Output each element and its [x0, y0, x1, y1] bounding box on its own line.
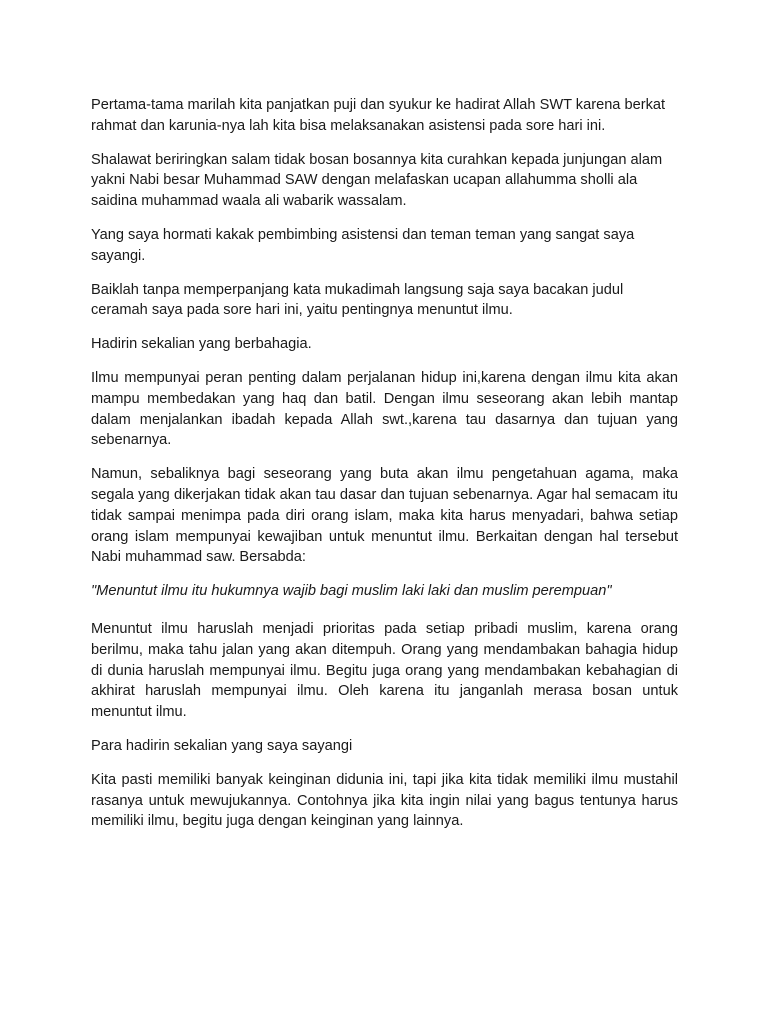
- paragraph-shalawat: Shalawat beriringkan salam tidak bosan bosannya kita curahkan kepada junjungan alam yakni Nabi besar Muhammad SAW dengan melafaskan ucapan allahumma sholli ala saidina muhammad waala ali wabarik wassalam.: [91, 151, 663, 210]
- paragraph-ilmu-priority: Menuntut ilmu haruslah menjadi prioritas pada setiap pribadi muslim, karena orang berilmu, maka tahu jalan yang akan ditempuh. Orang yang mendambakan bahagia hidup di dunia haruslah mempunyai ilmu. Begitu juga orang yang mendambakan kebahagian di akhirat haruslah mempunyai ilmu. Oleh karena itu janganlah merasa bosan untuk menuntut ilmu.: [91, 620, 678, 721]
- paragraph-closing: Kita pasti memiliki banyak keinginan didunia ini, tapi jika kita tidak memiliki ilmu mustahil rasanya untuk mewujukannya. Contohnya jika kita ingin nilai yang bagus tentunya harus memiliki ilmu, begitu juga dengan keinginan yang lainnya.: [91, 771, 678, 830]
- document-body: [91, 95, 678, 845]
- paragraph-greeting: Yang saya hormati kakak pembimbing asistensi dan teman teman yang sangat saya sayangi.: [91, 226, 635, 264]
- paragraph-audience-address: Hadirin sekalian yang berbahagia.: [91, 336, 312, 353]
- paragraph-title-intro: Baiklah tanpa memperpanjang kata mukadimah langsung saja saya bacakan judul ceramah saya pada sore hari ini, yaitu pentingnya menuntut ilmu.: [91, 281, 624, 319]
- paragraph-ilmu-obligation: Namun, sebaliknya bagi seseorang yang buta akan ilmu pengetahuan agama, maka segala yang dikerjakan tidak akan tau dasar dan tujuan sebenarnya. Agar hal semacam itu tidak sampai menimpa pada diri orang islam, maka kita harus menyadari, bahwa setiap orang islam mempunyai kewajiban untuk menuntut ilmu. Berkaitan dengan hal tersebut Nabi muhammad saw. Bersabda:: [91, 466, 678, 566]
- paragraph-audience-address-2: Para hadirin sekalian yang saya sayangi: [91, 737, 353, 754]
- paragraph-opening: Pertama-tama marilah kita panjatkan puji dan syukur ke hadirat Allah SWT karena berkat rahmat dan karunia-nya lah kita bisa melaksanakan asistensi pada sore hari ini.: [91, 97, 666, 134]
- paragraph-ilmu-role: Ilmu mempunyai peran penting dalam perjalanan hidup ini,karena dengan ilmu kita akan mampu membedakan yang haq dan batil. Dengan ilmu seseorang akan lebih mantap dalam menjalankan ibadah kepada Allah swt.,karena tau dasarnya dan tujuan yang sebenarnya.: [91, 369, 678, 449]
- hadith-quote: "Menuntut ilmu itu hukumnya wajib bagi muslim laki laki dan muslim perempuan": [91, 583, 612, 600]
